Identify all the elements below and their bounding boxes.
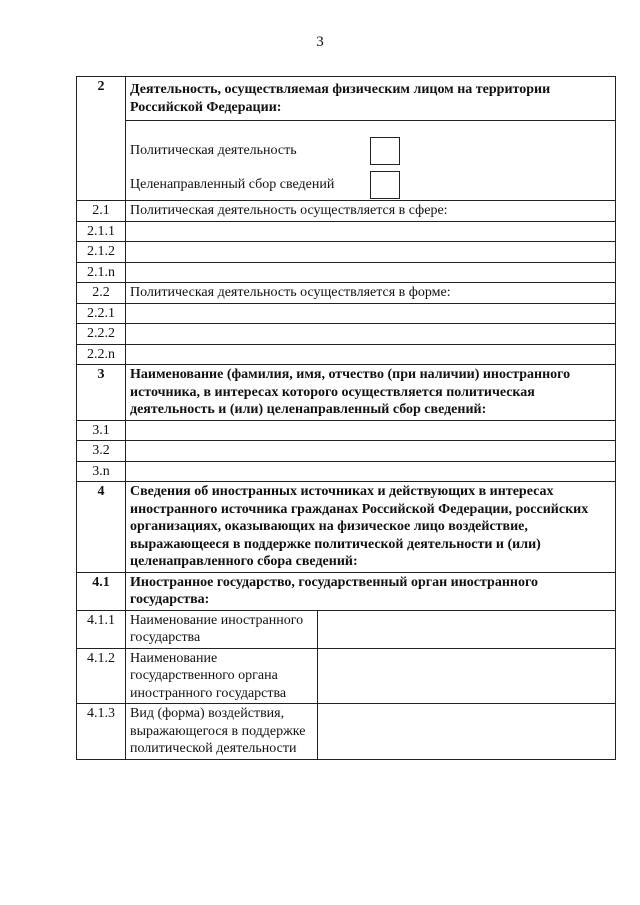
row-2-1 [77, 201, 616, 222]
row-2-1-n [77, 262, 616, 283]
row-3-1-number: 3.1 [77, 420, 126, 441]
row-4-1-3-number: 4.1.3 [77, 704, 126, 760]
page-number: 3 [316, 34, 324, 50]
row-2-1-1-value[interactable] [126, 221, 616, 242]
row-4-1-2 [77, 648, 616, 704]
row-2-2-text: Политическая деятельность осуществляется в форме: [126, 283, 616, 304]
row-2-2-2 [77, 324, 616, 345]
section-3-row [77, 365, 616, 421]
section-4-1-title: Иностранное государство, государственный орган иностранного государства: [126, 572, 616, 610]
section-3-number: 3 [77, 365, 126, 421]
row-3-2-value[interactable] [126, 441, 616, 462]
row-3-n [77, 461, 616, 482]
row-3-1 [77, 420, 616, 441]
info-collection-checkbox[interactable] [370, 171, 400, 199]
row-2-1-n-value[interactable] [126, 262, 616, 283]
row-3-2 [77, 441, 616, 462]
option-political-activity [130, 137, 611, 165]
row-2-2-n-number: 2.2.n [77, 344, 126, 365]
section-3-title: Наименование (фамилия, имя, отчество (при наличии) иностранного источника, в интересах которого осуществляется политическая деятельность и (или) целенаправленный сбор сведений: [126, 365, 616, 421]
row-4-1-1-value[interactable] [318, 610, 616, 648]
row-2-2-1-value[interactable] [126, 303, 616, 324]
section-4-number: 4 [77, 482, 126, 573]
row-3-1-value[interactable] [126, 420, 616, 441]
section-2-title: Деятельность, осуществляемая физическим лицом на территории Российской Федерации: [130, 82, 551, 115]
section-4-row [77, 482, 616, 573]
row-2-2-2-value[interactable] [126, 324, 616, 345]
row-3-n-number: 3.n [77, 461, 126, 482]
row-2-1-1-number: 2.1.1 [77, 221, 126, 242]
row-4-1-1-label: Наименование иностранного государства [126, 610, 318, 648]
row-4-1-2-number: 4.1.2 [77, 648, 126, 704]
political-activity-checkbox[interactable] [370, 137, 400, 165]
row-2-1-2 [77, 242, 616, 263]
section-2-divider [126, 120, 615, 121]
row-4-1-3 [77, 704, 616, 760]
row-2-1-1 [77, 221, 616, 242]
row-2-1-2-value[interactable] [126, 242, 616, 263]
row-3-n-value[interactable] [126, 461, 616, 482]
row-3-2-number: 3.2 [77, 441, 126, 462]
row-2-1-number: 2.1 [77, 201, 126, 222]
row-2-2 [77, 283, 616, 304]
row-4-1-1 [77, 610, 616, 648]
option-political-activity-label: Политическая деятельность [130, 143, 297, 158]
section-2-cell [126, 77, 616, 201]
row-4-1-1-number: 4.1.1 [77, 610, 126, 648]
row-2-2-1-number: 2.2.1 [77, 303, 126, 324]
option-info-collection [130, 171, 611, 199]
section-2-row [77, 77, 616, 201]
section-2-number: 2 [77, 77, 126, 201]
section-4-1-row [77, 572, 616, 610]
section-4-title: Сведения об иностранных источниках и действующих в интересах иностранного источника гражданах Российской Федерации, российских организациях, оказывающих на физическое лицо воздействие, выражающееся в поддержке политической деятельности и (или) целенаправленного сбора сведений: [126, 482, 616, 573]
row-4-1-2-label: Наименование государственного органа иностранного государства [126, 648, 318, 704]
row-2-2-n [77, 344, 616, 365]
row-2-2-n-value[interactable] [126, 344, 616, 365]
row-4-1-2-value[interactable] [318, 648, 616, 704]
row-2-2-2-number: 2.2.2 [77, 324, 126, 345]
row-2-1-text: Политическая деятельность осуществляется в сфере: [126, 201, 616, 222]
row-2-2-1 [77, 303, 616, 324]
disclosure-form-table [76, 76, 616, 760]
section-4-1-number: 4.1 [77, 572, 126, 610]
row-2-2-number: 2.2 [77, 283, 126, 304]
option-info-collection-label: Целенаправленный сбор сведений [130, 177, 335, 192]
row-4-1-3-label: Вид (форма) воздействия, выражающегося в поддержке политической деятельности [126, 704, 318, 760]
row-4-1-3-value[interactable] [318, 704, 616, 760]
row-2-1-n-number: 2.1.n [77, 262, 126, 283]
row-2-1-2-number: 2.1.2 [77, 242, 126, 263]
